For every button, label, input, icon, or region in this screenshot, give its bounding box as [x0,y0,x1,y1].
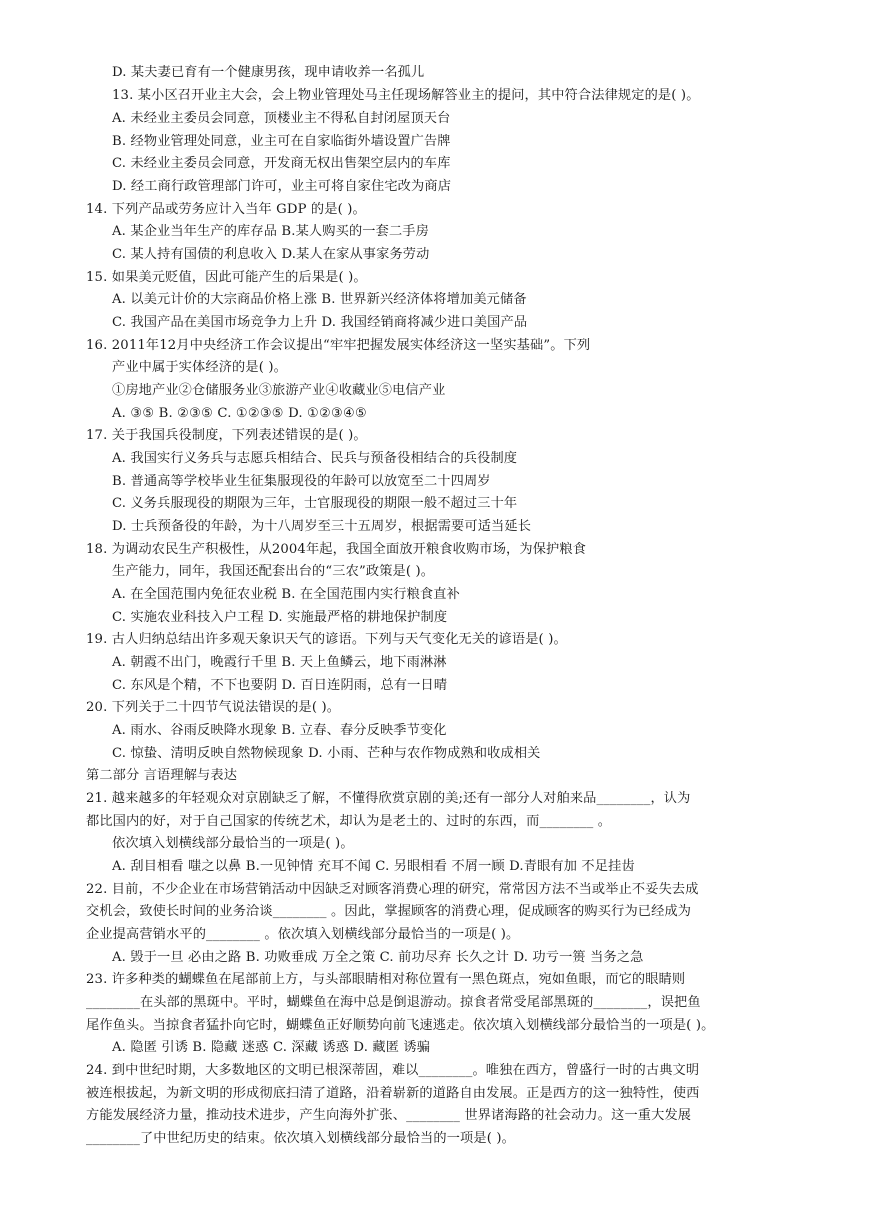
q22-options: A. 毁于一旦 必由之路 B. 功败垂成 万全之策 C. 前功尽弃 长久之计 D. 功亏一篑 当务之急 [112,950,644,965]
q19-options-ab: A. 朝霞不出门，晚霞行千里 B. 天上鱼鳞云，地下雨淋淋 [112,655,447,670]
q23-stem: 23. 许多种类的蝴蝶鱼在尾部前上方，与头部眼睛相对称位置有一黑色斑点，宛如鱼眼，而它的眼睛则 [86,972,686,987]
q23-options: A. 隐匿 引诱 B. 隐藏 迷惑 C. 深藏 诱惑 D. 藏匿 诱骗 [112,1040,431,1055]
section-heading: 第二部分 言语理解与表达 [86,768,238,783]
q21-options: A. 刮目相看 嗤之以鼻 B.一见钟情 充耳不闻 C. 另眼相看 不屑一顾 D.青眼有加 不足挂齿 [112,859,635,874]
q21-stem: 21. 越来越多的年轻观众对京剧缺乏了解，不懂得欣赏京剧的美;还有一部分人对舶来品________，认为 [86,791,691,806]
q16-stem: 16. 2011年12月中央经济工作会议提出“牢牢把握发展实体经济这一坚实基础”。下列 [86,338,591,353]
q20-stem: 20. 下列关于二十四节气说法错误的是( )。 [86,700,341,715]
q14-stem: 14. 下列产品或劳务应计入当年 GDP 的是( )。 [86,202,366,217]
q20-options-cd: C. 惊蛰、清明反映自然物候现象 D. 小雨、芒种与农作物成熟和收成相关 [112,746,541,761]
q14-options-cd: C. 某人持有国债的利息收入 D.某人在家从事家务劳动 [112,247,430,262]
q16-stem-cont: 产业中属于实体经济的是( )。 [112,360,287,375]
q22-stem-cont: 交机会，致使长时间的业务洽谈________ 。因此，掌握顾客的消费心理，促成顾客的购买行为已经成为 [86,904,692,919]
q19-stem: 19. 古人归纳总结出许多观天象识天气的谚语。下列与天气变化无关的谚语是( )。 [86,632,567,647]
q24-stem: 24. 到中世纪时期，大多数地区的文明已根深蒂固，难以________。唯独在西方，曾盛行一时的古典文明 [86,1063,700,1078]
q15-options-cd: C. 我国产品在美国市场竞争力上升 D. 我国经销商将减少进口美国产品 [112,315,528,330]
q17-option-a: A. 我国实行义务兵与志愿兵相结合、民兵与预备役相结合的兵役制度 [112,451,518,466]
q12-option-d: D. 某夫妻已育有一个健康男孩，现申请收养一名孤儿 [112,65,425,80]
q16-items: ①房地产业②仓储服务业③旅游产业④收藏业⑤电信产业 [112,383,446,398]
q22-stem-cont2: 企业提高营销水平的________ 。依次填入划横线部分最恰当的一项是( )。 [86,927,520,942]
q18-stem: 18. 为调动农民生产积极性，从2004年起，我国全面放开粮食收购市场，为保护粮食 [86,542,587,557]
q20-options-ab: A. 雨水、谷雨反映降水现象 B. 立春、春分反映季节变化 [112,723,447,738]
q15-options-ab: A. 以美元计价的大宗商品价格上涨 B. 世界新兴经济体将增加美元储备 [112,292,527,307]
q21-instruction: 依次填入划横线部分最恰当的一项是( )。 [112,836,354,851]
q17-option-c: C. 义务兵服现役的期限为三年，士官服现役的期限一般不超过三十年 [112,496,518,511]
q22-stem: 22. 目前，不少企业在市场营销活动中因缺乏对顾客消费心理的研究，常常因方法不当或举止不妥失去成 [86,882,699,897]
q17-option-b: B. 普通高等学校毕业生征集服现役的年龄可以放宽至二十四周岁 [112,474,491,489]
q16-options: A. ③⑤ B. ②③⑤ C. ①②③⑤ D. ①②③④⑤ [112,406,367,421]
q13-stem: 13. 某小区召开业主大会，会上物业管理处马主任现场解答业主的提问，其中符合法律规定的是( )。 [112,88,700,103]
q24-stem-cont: 被连根拔起，为新文明的形成彻底扫清了道路，沿着崭新的道路自由发展。正是西方的这一独特性，使西 [86,1086,700,1101]
q13-option-b: B. 经物业管理处同意，业主可在自家临街外墙设置广告牌 [112,134,451,149]
q23-stem-cont2: 尾作鱼头。当掠食者猛扑向它时，蝴蝶鱼正好顺势向前飞速逃走。依次填入划横线部分最恰当的一项是( )。 [86,1018,715,1033]
q21-stem-cont: 都比国内的好，对于自己国家的传统艺术，却认为是老土的、过时的东西，而________ 。 [86,814,612,829]
q13-option-c: C. 未经业主委员会同意，开发商无权出售架空层内的车库 [112,156,451,171]
q23-stem-cont: ________在头部的黑斑中。平时，蝴蝶鱼在海中总是倒退游动。掠食者常受尾部黑斑的________，误把鱼 [86,995,701,1010]
q15-stem: 15. 如果美元贬值，因此可能产生的后果是( )。 [86,270,367,285]
q14-options-ab: A. 某企业当年生产的库存品 B.某人购买的一套二手房 [112,224,429,239]
q18-stem-cont: 生产能力，同年，我国还配套出台的“三农”政策是( )。 [112,564,435,579]
q24-stem-cont3: ________了中世纪历史的结束。依次填入划横线部分最恰当的一项是( )。 [86,1131,515,1146]
q13-option-a: A. 未经业主委员会同意，顶楼业主不得私自封闭屋顶天台 [112,111,451,126]
q24-stem-cont2: 方能发展经济力量，推动技术进步，产生向海外扩张、________ 世界诸海路的社会动力。这一重大发展 [86,1108,692,1123]
q18-options-cd: C. 实施农业科技入户工程 D. 实施最严格的耕地保护制度 [112,610,448,625]
q13-option-d: D. 经工商行政管理部门许可，业主可将自家住宅改为商店 [112,179,452,194]
q19-options-cd: C. 东风是个精，不下也要阴 D. 百日连阴雨，总有一日晴 [112,678,448,693]
q17-option-d: D. 士兵预备役的年龄，为十八周岁至三十五周岁，根据需要可适当延长 [112,519,532,534]
q18-options-ab: A. 在全国范围内免征农业税 B. 在全国范围内实行粮食直补 [112,587,460,602]
q17-stem: 17. 关于我国兵役制度，下列表述错误的是( )。 [86,428,367,443]
